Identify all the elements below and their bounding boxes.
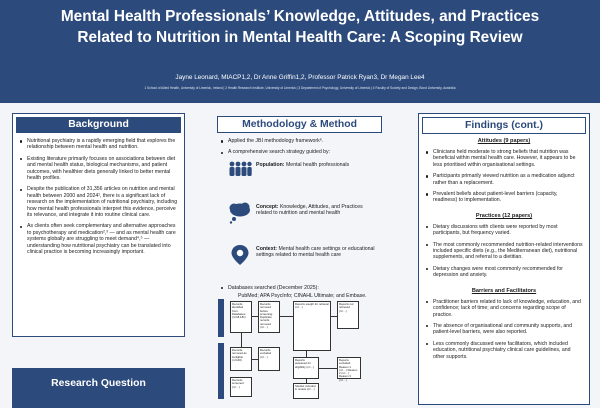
flow-arrow: [306, 351, 307, 357]
research-question-heading: Research Question: [51, 378, 146, 389]
pcc-label: Population:: [256, 161, 285, 168]
flow-stage-tab: [218, 343, 224, 399]
databases-bullets: [214, 285, 385, 291]
pcc-population-text: [256, 162, 376, 168]
methodology-heading: Methodology & Method: [217, 116, 382, 133]
attitudes-bullets: [419, 149, 589, 204]
affiliation-list: 1 School of Allied Health, University of Limerick, Ireland | 2 Health Research Institute, University of Limerick | 3 Department of Psychology, University of Limerick | 4 Faculty of Society and Design, Bond University, Australia: [144, 86, 456, 90]
methodology-panel: [214, 113, 385, 403]
pcc-context-text: [256, 246, 376, 259]
flow-box: Records removed as ineligible (n=140): [230, 347, 252, 371]
location-pin-icon: [228, 244, 252, 266]
background-bullets: [13, 138, 184, 256]
pcc-label: Concept:: [256, 203, 279, 210]
flow-box: Studies included in review (n=…): [293, 383, 319, 399]
barriers-bullet: Practitioner barriers related to lack of knowledge, education, and confidence; lack of time; and concerns regarding scope of practice.: [433, 299, 583, 318]
pcc-value: Knowledge, Attitudes, and Practices related to nutrition and mental health: [256, 203, 363, 217]
attitudes-bullet: Participants primarily viewed nutrition as a medication adjunct rather than a replacement.: [433, 173, 583, 186]
flow-box: Records excluded (n=…): [258, 347, 280, 371]
practices-bullets: [419, 224, 589, 279]
flow-box: Reports not retrieved (n=…): [337, 301, 359, 329]
background-bullet: Existing literature primarily focuses on associations between diet and mental health status, biological mechanisms, and patient outcomes, with healthier diets generally linked to better mental health profiles.: [27, 156, 178, 182]
pcc-population: [214, 156, 385, 198]
background-bullet: Despite the publication of 31,356 articles on nutrition and mental health between 2000 and 2024¹, there is a significant lack of research on the implementation of nutritional psychiatry, including how mental health professionals interpret this evidence, perceive its relevance, and integrate it into routine clinical care.: [27, 186, 178, 219]
prisma-flow-diagram: [218, 299, 383, 403]
flow-arrow: [241, 333, 242, 347]
flow-box: Reports assessed for eligibility (n=…): [293, 357, 319, 379]
pcc-value: Mental health care settings or educational settings related to mental health care: [256, 245, 375, 259]
attitudes-bullet: Clinicians held moderate to strong beliefs that nutrition was beneficial within mental health care. However, it appears to be less prioritised within organisational settings.: [433, 149, 583, 168]
pcc-concept-text: [256, 204, 376, 217]
background-bullet: Nutritional psychiatry is a rapidly emerging field that explores the relationship between mental health and nutrition.: [27, 138, 178, 151]
flow-stage-tab: [218, 299, 224, 337]
flow-arrow: [252, 316, 258, 317]
methodology-bullet: Applied the JBI methodology framework⁶.: [228, 138, 379, 144]
barriers-bullet: Less commonly discussed were facilitators, which included education, nutritional psychiatry clinical care guidelines, and other supports.: [433, 341, 583, 360]
practices-heading: Practices (12 papers): [475, 212, 533, 219]
research-question-banner: [12, 368, 185, 408]
practices-bullet: Dietary changes were most commonly recommended for depression and anxiety.: [433, 266, 583, 279]
people-icon: [228, 160, 252, 178]
flow-arrow: [319, 368, 337, 369]
flow-arrow: [331, 316, 337, 317]
methodology-bullet: A comprehensive search strategy guided by:: [228, 149, 379, 155]
barriers-bullet: The absence of organisational and community supports, and patient-level barriers, were also reported.: [433, 323, 583, 336]
background-bullet: As clients often seek complementary and alternative approaches to psychotherapy and medication²,³ — and as mental health care systems globally are struggling to meet demand⁴,⁵ — understanding how nutritional psychiatry can be translated into clinical practice is becoming increasingly important.: [27, 223, 178, 255]
attitudes-heading: Attitudes (9 papers): [477, 138, 531, 144]
flow-box: Records removed before screening: Duplicate records removed (n=…): [258, 301, 280, 333]
barriers-heading: Barriers and Facilitators: [471, 287, 537, 294]
poster-header: [0, 0, 600, 103]
findings-heading: Findings (cont.): [422, 117, 586, 134]
attitudes-bullet: Prevalent beliefs about patient-level barriers (capacity, readiness) to implementation.: [433, 191, 583, 204]
background-panel: [12, 113, 185, 337]
author-list: Jayne Leonard, MIACP1,2, Dr Anne Griffin1,2, Professor Patrick Ryan3, Dr Megan Lee4: [175, 74, 425, 81]
databases-label: Databases searched (December 2025):: [228, 285, 379, 291]
flow-box: Reports sought for retrieval (n=…): [293, 301, 331, 351]
flow-arrow: [280, 316, 293, 317]
background-heading: Background: [16, 117, 181, 133]
flow-arrow: [252, 359, 258, 360]
pcc-context: [214, 240, 385, 282]
flow-box: Records identified from: Databases (n=18,181): [230, 301, 252, 333]
practices-bullet: The most commonly recommended nutrition-related interventions included specific diets (e.g., the Mediterranean diet), nutritional supplements, and referral to a dietitian.: [433, 241, 583, 261]
flow-box: Records screened (n=…): [230, 377, 252, 397]
pcc-concept: [214, 198, 385, 240]
flow-arrow: [306, 379, 307, 383]
pcc-label: Context:: [256, 245, 278, 252]
poster-title: Mental Health Professionals’ Knowledge, Attitudes, and Practices Related to Nutrition in Mental Health Care: A Scoping Review: [60, 8, 540, 46]
pcc-value: Mental health professionals: [285, 161, 350, 168]
findings-panel: [418, 113, 590, 405]
thought-cloud-icon: [228, 202, 252, 224]
barriers-bullets: [419, 299, 589, 360]
databases-list: PubMed; APA PsycInfo; CINAHL Ultimate; and Embase.: [238, 293, 367, 300]
flow-box: Reports excluded: Reason 1 (n=…) Reason 2 (n=…) Reason 3 (n=…): [337, 357, 361, 379]
methodology-bullets: [214, 138, 385, 156]
practices-bullet: Dietary discussions with clients were reported by most participants, but frequency varied.: [433, 224, 583, 237]
